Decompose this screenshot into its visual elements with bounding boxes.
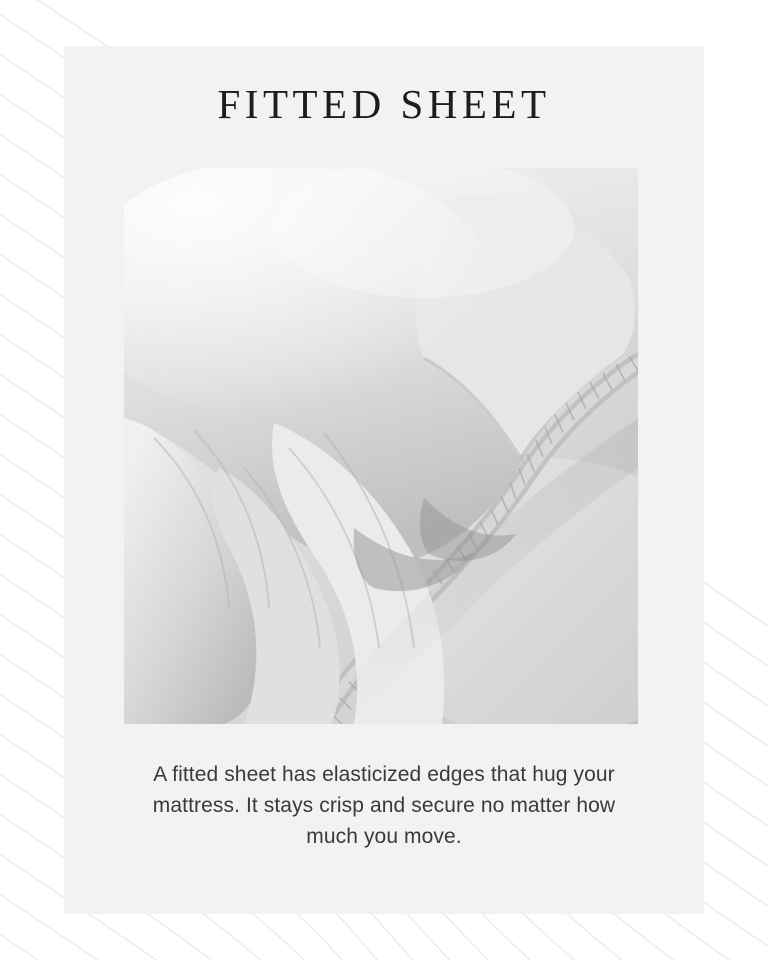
content-card (64, 46, 704, 914)
fitted-sheet-photo-illustration (124, 168, 638, 724)
product-photo (124, 168, 638, 724)
page-title: FITTED SHEET (217, 81, 551, 127)
caption-text: A fitted sheet has elasticized edges that hug your mattress. It stays crisp and secure no matter how much you move. (152, 763, 616, 848)
